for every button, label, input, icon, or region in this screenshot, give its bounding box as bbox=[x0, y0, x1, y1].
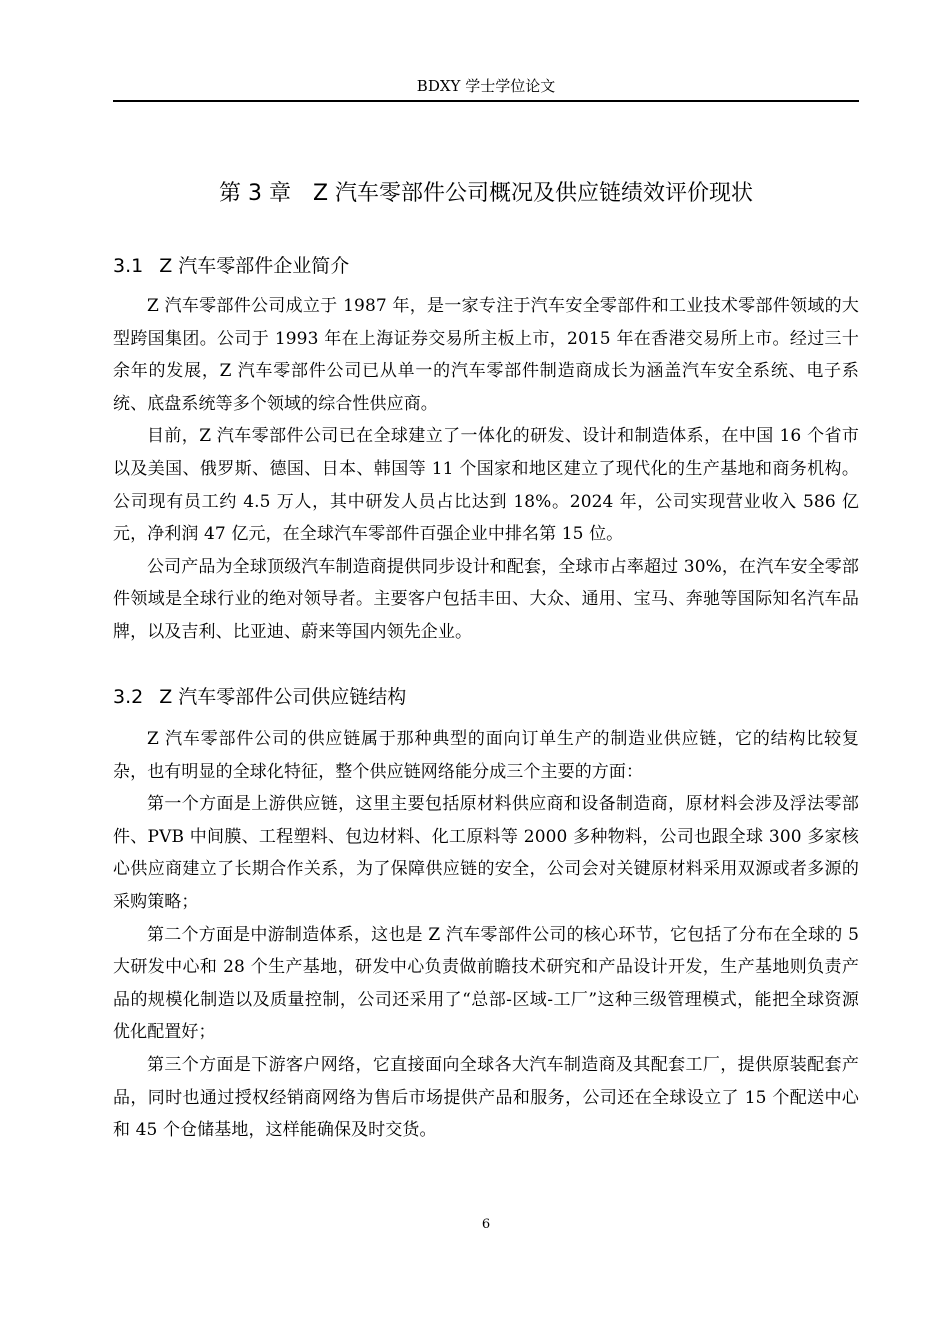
section-3-1-body bbox=[113, 290, 859, 649]
page-header: BDXY 学士学位论文 bbox=[416, 77, 556, 95]
section-heading-3-1 bbox=[113, 252, 859, 280]
chapter-title-text: Z 汽车零部件公司概况及供应链绩效评价现状 bbox=[312, 181, 754, 206]
paragraph: 目前，Z 汽车零部件公司已在全球建立了一体化的研发、设计和制造体系，在中国 16 个省市以及美国、俄罗斯、德国、日本、韩国等 11 个国家和地区建立了现代化的生产基地和商务机构。公司现有员工约 4.5 万人，其中研发人员占比达到 18%。2024 年，公司实现营业收入 586 亿元，净利润 47 亿元，在全球汽车零部件百强企业中排名第 15 位。 bbox=[113, 426, 859, 545]
section-3-2-body bbox=[113, 723, 859, 1147]
section-heading-3-2 bbox=[113, 683, 859, 711]
paragraph: Z 汽车零部件公司成立于 1987 年，是一家专注于汽车安全零部件和工业技术零部件领域的大型跨国集团。公司于 1993 年在上海证券交易所主板上市，2015 年在香港交易所上市。经过三十余年的发展，Z 汽车零部件公司已从单一的汽车零部件制造商成长为涵盖汽车安全系统、电子系统、底盘系统等多个领域的综合性供应商。 bbox=[113, 296, 859, 414]
paragraph: 第三个方面是下游客户网络，它直接面向全球各大汽车制造商及其配套工厂，提供原装配套产品，同时也通过授权经销商网络为售后市场提供产品和服务，公司还在全球设立了 15 个配送中心和 45 个仓储基地，这样能确保及时交货。 bbox=[113, 1054, 859, 1141]
chapter-number: 第 3 章 bbox=[218, 181, 291, 206]
section-number: 3.1 bbox=[113, 255, 144, 277]
paragraph: Z 汽车零部件公司的供应链属于那种典型的面向订单生产的制造业供应链，它的结构比较复杂，也有明显的全球化特征，整个供应链网络能分成三个主要的方面： bbox=[113, 729, 859, 782]
page-number: 6 bbox=[481, 1217, 491, 1232]
section-title-text: Z 汽车零部件公司供应链结构 bbox=[159, 686, 407, 708]
paragraph: 第一个方面是上游供应链，这里主要包括原材料供应商和设备制造商，原材料会涉及浮法零部件、PVB 中间膜、工程塑料、包边材料、化工原料等 2000 多种物料，公司也跟全球 300 多家核心供应商建立了长期合作关系，为了保障供应链的安全，公司会对关键原材料采用双源或者多源的采购策略； bbox=[113, 794, 859, 912]
paragraph: 公司产品为全球顶级汽车制造商提供同步设计和配套，全球市占率超过 30%，在汽车安全零部件领域是全球行业的绝对领导者。主要客户包括丰田、大众、通用、宝马、奔驰等国际知名汽车品牌，以及吉利、比亚迪、蔚来等国内领先企业。 bbox=[113, 556, 859, 642]
chapter-title bbox=[113, 178, 859, 210]
section-number: 3.2 bbox=[113, 686, 144, 708]
paragraph: 第二个方面是中游制造体系，这也是 Z 汽车零部件公司的核心环节，它包括了分布在全球的 5 大研发中心和 28 个生产基地，研发中心负责做前瞻技术研究和产品设计开发，生产基地则负责产品的规模化制造以及质量控制，公司还采用了“总部-区域-工厂”这种三级管理模式，能把全球资源优化配置好； bbox=[113, 924, 859, 1043]
header-rule bbox=[113, 100, 859, 102]
section-title-text: Z 汽车零部件企业简介 bbox=[159, 255, 350, 277]
